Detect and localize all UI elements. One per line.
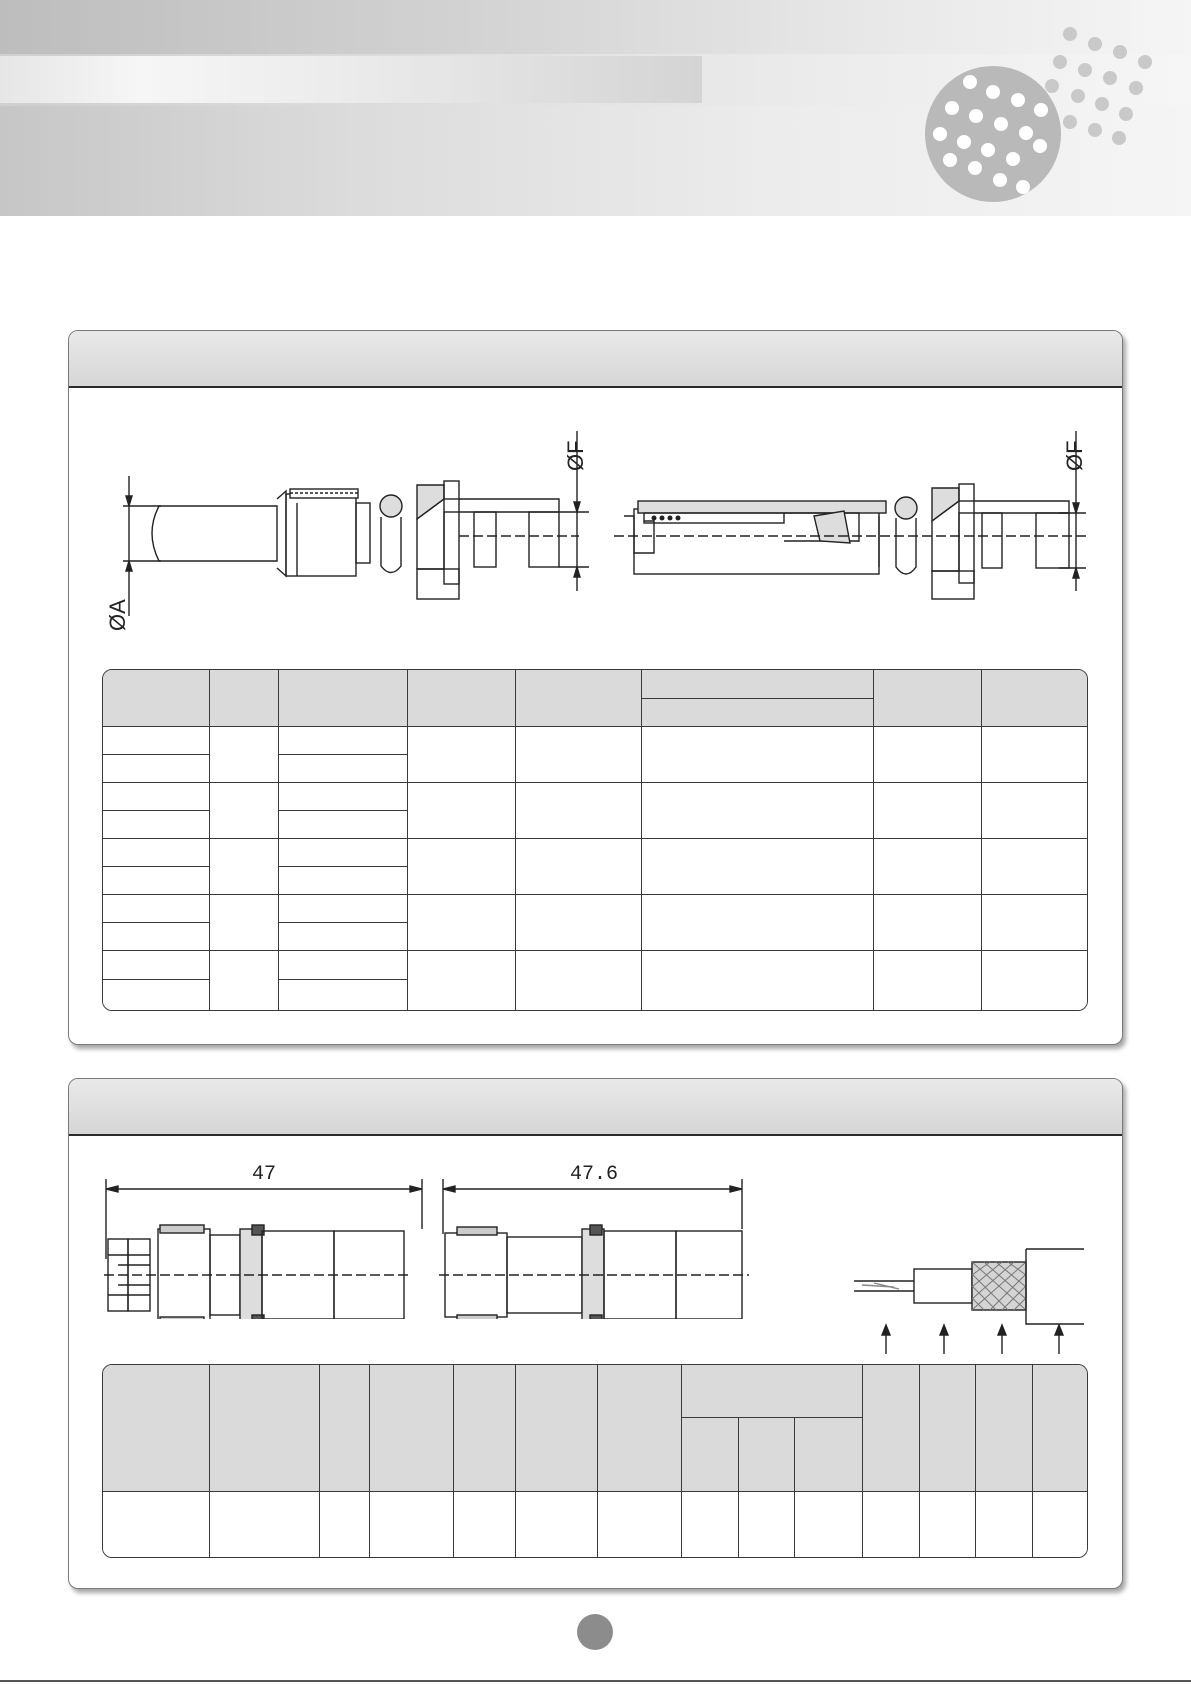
table-header-cell bbox=[682, 1365, 863, 1418]
table-header-cell bbox=[408, 670, 516, 727]
spec-table-1 bbox=[102, 669, 1088, 1011]
table-cell bbox=[103, 727, 210, 755]
table-cell bbox=[982, 951, 1087, 1010]
connector-drawing-47-6 bbox=[439, 1159, 759, 1319]
table-cell bbox=[408, 727, 516, 783]
table-header-cell bbox=[210, 670, 279, 727]
dim-f-label: ØF bbox=[563, 440, 588, 471]
table-cell bbox=[408, 951, 516, 1010]
dim-a-label: ØA bbox=[105, 599, 130, 631]
table-header-cell bbox=[103, 1365, 210, 1492]
table-header-cell bbox=[982, 670, 1087, 727]
table-cell bbox=[279, 755, 408, 783]
table-cell bbox=[874, 895, 982, 951]
table-cell bbox=[103, 951, 210, 980]
table-cell bbox=[982, 727, 1087, 783]
table-cell bbox=[874, 783, 982, 839]
dots-logo-icon bbox=[920, 20, 1160, 210]
table-cell bbox=[210, 951, 279, 1010]
table-cell bbox=[279, 951, 408, 980]
table-header-cell bbox=[103, 670, 210, 727]
table-cell bbox=[642, 951, 874, 1010]
table-cell bbox=[103, 867, 210, 895]
table-cell bbox=[103, 980, 210, 1010]
table-header-cell bbox=[454, 1365, 516, 1492]
table-cell bbox=[210, 839, 279, 895]
table-cell bbox=[982, 839, 1087, 895]
table-cell bbox=[210, 727, 279, 783]
dim-f-label: ØF bbox=[1062, 440, 1087, 471]
table-header-cell bbox=[210, 1365, 320, 1492]
table-cell bbox=[279, 980, 408, 1010]
table-cell bbox=[210, 895, 279, 951]
table-cell bbox=[920, 1492, 976, 1557]
connector-drawing-47 bbox=[104, 1159, 424, 1319]
table-header-cell bbox=[642, 670, 874, 699]
table-header-cell bbox=[976, 1365, 1033, 1492]
table-cell bbox=[642, 783, 874, 839]
table-cell bbox=[863, 1492, 920, 1557]
panel-header bbox=[69, 331, 1122, 388]
table-cell bbox=[642, 727, 874, 783]
table-cell bbox=[279, 867, 408, 895]
table-cell bbox=[795, 1492, 863, 1557]
table-header-cell bbox=[920, 1365, 976, 1492]
table-cell bbox=[739, 1492, 795, 1557]
table-cell bbox=[516, 727, 642, 783]
table-cell bbox=[874, 951, 982, 1010]
table-cell bbox=[210, 1492, 320, 1557]
table-cell bbox=[516, 1492, 598, 1557]
table-cell bbox=[682, 1492, 739, 1557]
table-header-cell bbox=[598, 1365, 682, 1492]
dim-47-6-label: 47.6 bbox=[569, 1163, 619, 1186]
table-cell bbox=[103, 783, 210, 811]
table-cell bbox=[874, 839, 982, 895]
connector-drawing-right bbox=[614, 391, 1094, 641]
table-header-cell bbox=[863, 1365, 920, 1492]
table-cell bbox=[279, 895, 408, 923]
table-cell bbox=[279, 727, 408, 755]
table-cell bbox=[516, 783, 642, 839]
table-cell bbox=[103, 839, 210, 867]
table-cell bbox=[1033, 1492, 1087, 1557]
dim-47-label: 47 bbox=[251, 1163, 277, 1186]
table-cell bbox=[210, 783, 279, 839]
table-header-cell bbox=[516, 1365, 598, 1492]
table-cell bbox=[976, 1492, 1033, 1557]
table-cell bbox=[279, 923, 408, 951]
table-cell bbox=[642, 895, 874, 951]
panel-header bbox=[69, 1079, 1122, 1136]
banner-strip bbox=[0, 56, 702, 103]
footer-divider bbox=[0, 1680, 1191, 1682]
table-cell bbox=[279, 783, 408, 811]
connector-drawing-left bbox=[99, 391, 619, 641]
table-header-cell bbox=[682, 1418, 739, 1492]
table-cell bbox=[982, 895, 1087, 951]
table-cell bbox=[408, 839, 516, 895]
table-header-cell bbox=[874, 670, 982, 727]
table-cell bbox=[598, 1492, 682, 1557]
header-banner bbox=[0, 0, 1191, 216]
table-header-cell bbox=[642, 699, 874, 727]
table-cell bbox=[454, 1492, 516, 1557]
page-number-dot bbox=[577, 1614, 613, 1650]
table-cell bbox=[516, 951, 642, 1010]
table-cell bbox=[103, 811, 210, 839]
table-cell bbox=[103, 1492, 210, 1557]
table-cell bbox=[516, 895, 642, 951]
connector-panel-1 bbox=[68, 330, 1123, 1045]
table-header-cell bbox=[516, 670, 642, 727]
table-cell bbox=[408, 783, 516, 839]
cable-strip-diagram bbox=[854, 1229, 1084, 1359]
table-cell bbox=[279, 811, 408, 839]
table-header-cell bbox=[1033, 1365, 1087, 1492]
table-cell bbox=[103, 755, 210, 783]
table-header-cell bbox=[279, 670, 408, 727]
table-header-cell bbox=[320, 1365, 370, 1492]
table-cell bbox=[642, 839, 874, 895]
connector-panel-2 bbox=[68, 1078, 1123, 1589]
table-cell bbox=[516, 839, 642, 895]
table-cell bbox=[103, 923, 210, 951]
table-cell bbox=[408, 895, 516, 951]
table-cell bbox=[982, 783, 1087, 839]
table-cell bbox=[103, 895, 210, 923]
spec-table-2 bbox=[102, 1364, 1088, 1558]
table-cell bbox=[279, 839, 408, 867]
table-header-cell bbox=[795, 1418, 863, 1492]
table-cell bbox=[370, 1492, 454, 1557]
table-cell bbox=[874, 727, 982, 783]
table-header-cell bbox=[739, 1418, 795, 1492]
table-header-cell bbox=[370, 1365, 454, 1492]
table-cell bbox=[320, 1492, 370, 1557]
